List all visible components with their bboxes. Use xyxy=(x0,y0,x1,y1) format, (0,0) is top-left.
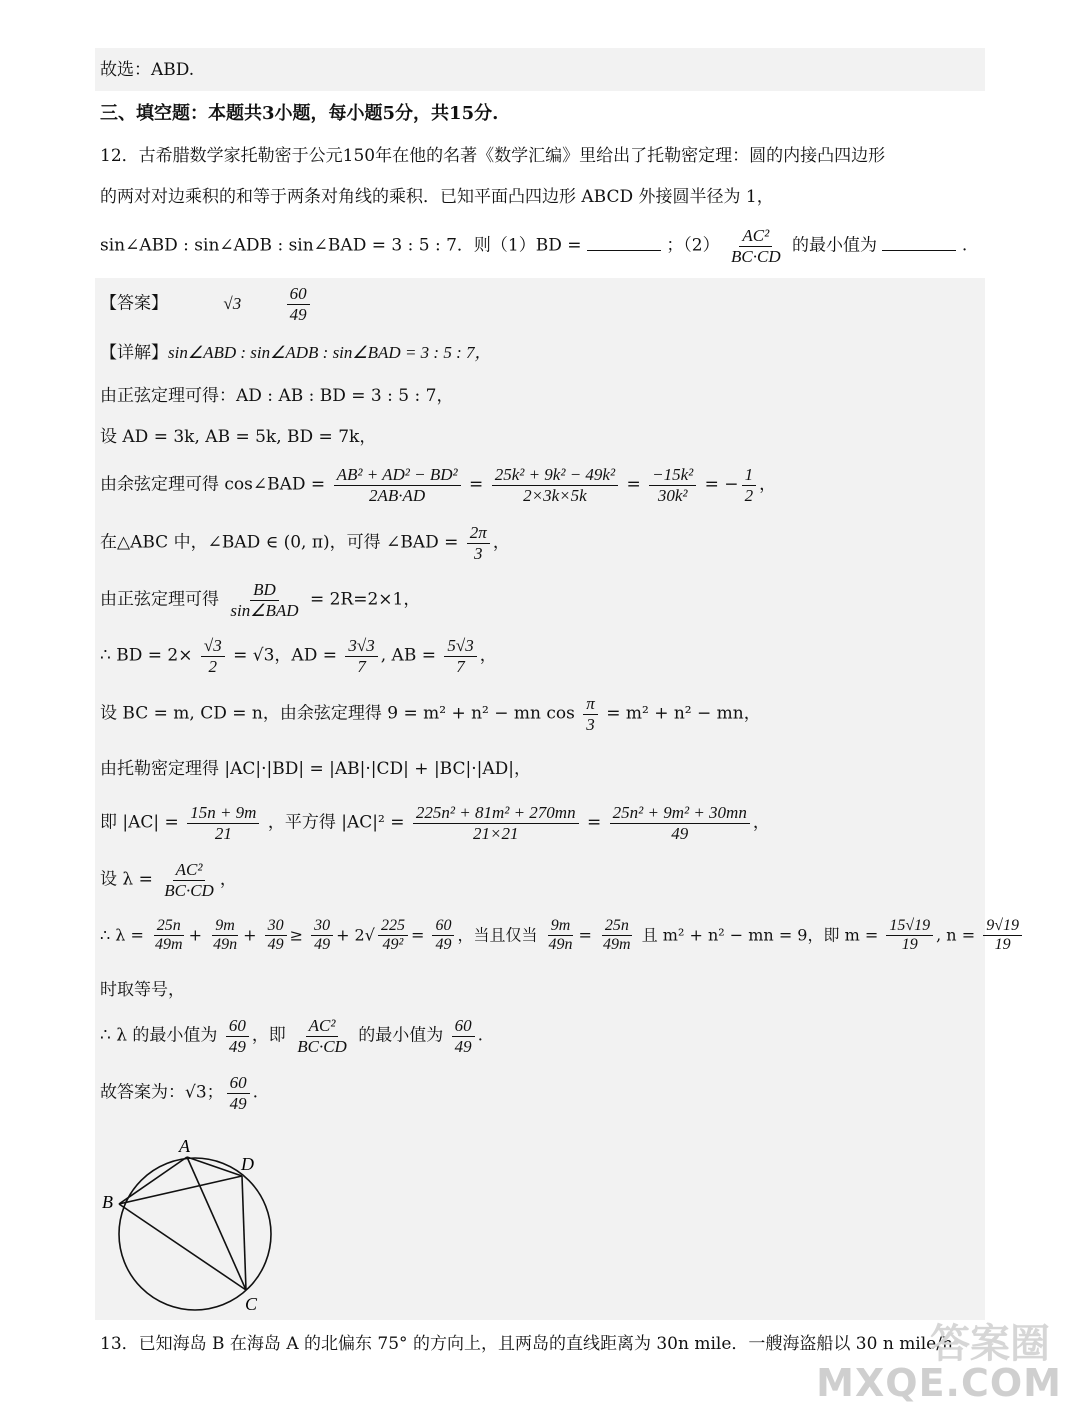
q12-condition: sin∠ABD : sin∠ADB : sin∠BAD = 3 : 5 : 7．则（1）BD = ；（2） $\frac{\text{AC²}}{BC\cdot CD}$ 的最小值为 . xyxy=(100,226,968,266)
answer-label: 【答案】 xyxy=(100,293,168,314)
detail-line-1: 【详解】sin∠ABD : sin∠ADB : sin∠BAD = 3 : 5 : 7， xyxy=(100,343,492,363)
detail-line-15: 故答案为：√3； $\frac{60}{49}$ . xyxy=(100,1073,259,1113)
detail-line-11: 设 λ = $\frac{\text{AC²}}{BC\cdot CD}$ ， xyxy=(100,860,237,900)
cyclic-quadrilateral-figure xyxy=(95,1130,285,1320)
detail-line-9: 由托勒密定理得 |AC|·|BD| = |AB|·|CD| + |BC|·|AD|， xyxy=(100,759,531,779)
detail-line-4: 由余弦定理可得 cos∠BAD = $\frac{\text{AB² + AD² − BD²}}{2AB\cdot AD}$ = $\frac{\text{25k² + 9k² − 49k²}}{2\times 3k\times 5k}$ = $\frac{\text{−15k²}}{\text{30k²}}$ = − $\frac{1}{2}$ ， xyxy=(100,465,777,505)
label-C: C xyxy=(245,1294,258,1314)
answer-2: $\frac{60}{49}$ xyxy=(287,284,310,324)
detail-line-5: 在△ABC 中，∠BAD ∈ (0, π)，可得 ∠BAD = $\frac{2\pi}{3}$ ， xyxy=(100,523,510,563)
q12-blank-2 xyxy=(882,236,956,251)
detail-label: 【详解】 xyxy=(100,343,168,363)
label-D: D xyxy=(241,1154,254,1174)
detail-line-14: ∴ λ 的最小值为 $\frac{60}{49}$ ，即 $\frac{\text{AC²}}{BC\cdot CD}$ 的最小值为 $\frac{60}{49}$ . xyxy=(100,1016,484,1056)
q12-line1: 12．古希腊数学家托勒密于公元150年在他的名著《数学汇编》里给出了托勒密定理：圆的内接凸四边形 xyxy=(100,146,886,166)
detail-line-3: 设 AD = 3k, AB = 5k, BD = 7k， xyxy=(100,427,377,447)
q12-cond-text: sin∠ABD : sin∠ADB : sin∠BAD = 3 : 5 : 7．则（1）BD = xyxy=(100,235,582,256)
detail-line-7: ∴ BD = 2× $\frac{√3}{2}$ = √3，AD = $\frac{3√3}{7}$ , AB = $\frac{5√3}{7}$ ， xyxy=(100,636,497,676)
detail-line-2: 由正弦定理可得：AD : AB : BD = 3 : 5 : 7， xyxy=(100,386,454,406)
detail-line-13: 时取等号， xyxy=(100,980,185,1000)
detail-line-10: 即 |AC| = $\frac{15n + 9m}{21}$ ，平方得 |AC|² = $\frac{\text{225n² + 81m² + 270mn}}{21\times 21}$ = $\frac{\text{25n² + 9m² + 30mn}}{49}$ ， xyxy=(100,803,770,843)
q12-line2: 的两对对边乘积的和等于两条对角线的乘积．已知平面凸四边形 ABCD 外接圆半径为 1， xyxy=(100,187,774,207)
label-B: B xyxy=(102,1192,113,1212)
watermark-url: MXQE.COM xyxy=(816,1361,1062,1405)
previous-answer-box xyxy=(95,48,985,91)
previous-answer: 故选：ABD. xyxy=(100,60,195,80)
segment-BD xyxy=(119,1176,242,1204)
q13-line1: 13．已知海岛 B 在海岛 A 的北偏东 75° 的方向上，且两岛的直线距离为 30n mile．一艘海盗船以 30 n mile/h xyxy=(100,1334,953,1354)
section-header: 三、填空题：本题共3小题，每小题5分，共15分. xyxy=(100,103,499,124)
detail-line-12: ∴ λ = $\frac{25n}{49m}$ + $\frac{9m}{49n}$ + $\frac{30}{49}$ ≥ $\frac{30}{49}$ + 2√ $\frac{225}{\text{49²}}$ = $\frac{60}{49}$ ，当且仅当 $\frac{9m}{49n}$ = $\frac{25n}{49m}$ 且 m² + n² − mn = 9，即 m = $\frac{15√19}{19}$ , n = $\frac{9√19}{19}$ xyxy=(100,917,1025,955)
detail-line-6: 由正弦定理可得 $\frac{BD}{\text{sin∠BAD}}$ = 2R=2×1， xyxy=(100,580,421,620)
answer-1: √3 xyxy=(223,293,242,313)
detail-line-8: 设 BC = m, CD = n，由余弦定理得 9 = m² + n² − mn cos $\frac{\pi}{3}$ = m² + n² − mn， xyxy=(100,694,761,734)
segment-DC xyxy=(242,1176,246,1290)
circumcircle xyxy=(119,1158,271,1310)
q12-part2-fraction: $\frac{\text{AC²}}{BC\cdot CD}$ xyxy=(731,226,781,266)
q12-blank-1 xyxy=(587,236,661,251)
q12-part2-prefix: ；（2） xyxy=(666,235,720,256)
label-A: A xyxy=(179,1136,190,1156)
q12-part2-suffix: 的最小值为 xyxy=(792,235,878,256)
answer-line xyxy=(100,284,313,324)
watermark-logo: 答案圈 xyxy=(930,1321,1050,1367)
